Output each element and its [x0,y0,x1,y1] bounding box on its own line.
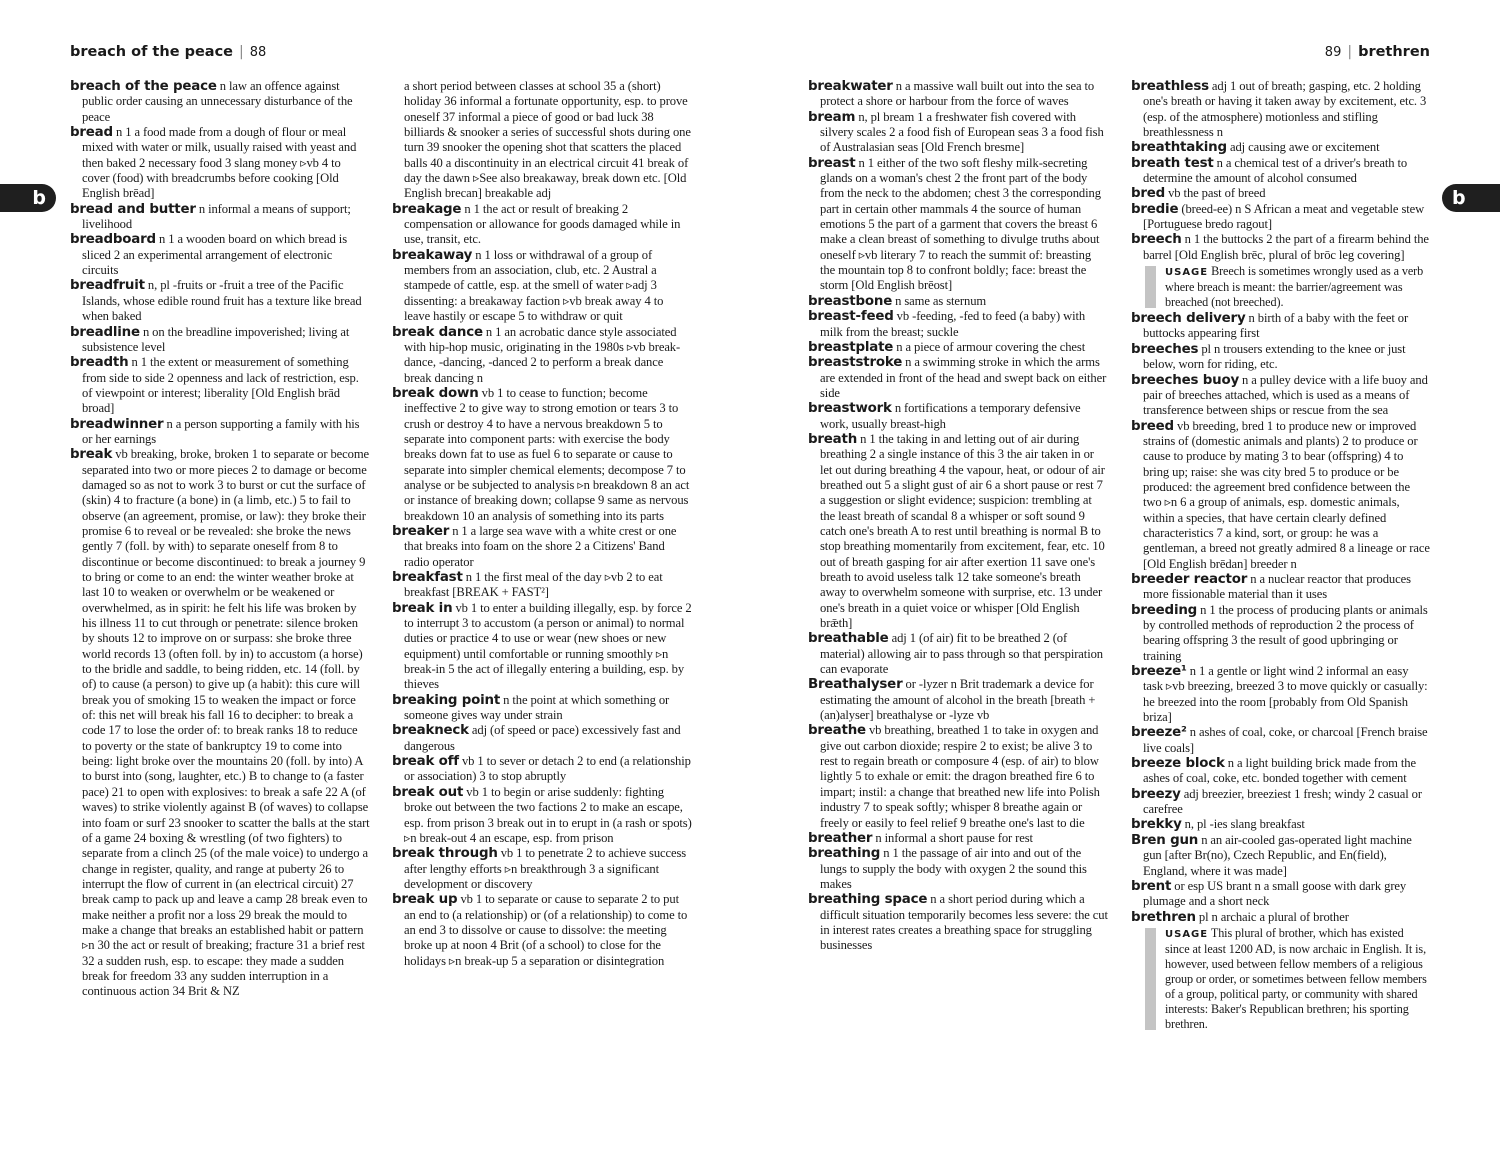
dictionary-entry [70,355,370,416]
entry-headword: breaker [392,523,450,539]
usage-text: This plural of brother, which has existed since at least 1200 AD, is now archaic in English. It is, however, used between fellow members of a religious group or order, or sometimes between fellow members of a group, political party, or community with shared interests: Baker's Republican brethren; his sporting brethren. [1165,925,1427,1031]
usage-note [1143,926,1431,1032]
dictionary-entry [70,278,370,324]
dictionary-entry [1131,342,1431,373]
entry-definition: n a massive wall built out into the sea to protect a shore or harbour from the force of waves [820,79,1095,109]
dictionary-entry [1131,79,1431,140]
entry-headword: breakwater [808,79,893,94]
entry-definition: adj (of speed or pace) excessively fast and dangerous [404,723,681,753]
dictionary-column [392,79,692,969]
dictionary-entry [808,79,1108,110]
entry-headword: break out [392,784,464,800]
entry-headword: breadth [70,355,129,371]
dictionary-entry [808,631,1108,677]
entry-headword: Breathalyser [808,677,903,693]
dictionary-entry [808,846,1108,892]
entry-headword: breezy [1131,786,1181,802]
entry-definition: or -lyzer n Brit trademark a device for estimating the amount of alcohol in the breath [breath + (an)alyser] breathalyse or -lyze vb [820,677,1096,723]
entry-definition: n the point at which something or someone gives way under strain [404,692,670,723]
entry-headword: breast-feed [808,309,894,325]
entry-definition: vb 1 to enter a building illegally, esp. by force 2 to interrupt 3 to accustom (a person or animal) to normal duties or practice 4 to use or wear (new shoes or new equipment) until comfortable or running smoothly ▹n break-in 5 the act of illegally entering a building, esp. by thieves [404,600,692,692]
entry-headword: breakfast [392,570,463,585]
dictionary-entry [1131,373,1431,419]
entry-headword: bredie [1131,201,1179,217]
entry-definition: n 1 a large sea wave with a white crest or one that breaks into foam on the shore 2 a Citizens' Band radio operator [404,523,677,569]
entry-headword: brekky [1131,817,1182,833]
page-number: 89 [1324,45,1342,60]
entry-definition: n 1 the taking in and letting out of air during breathing 2 a single instance of this 3 the air taken in or let out during breathing 4 the vapour, heat, or odour of air breathed out 5 a slight gust of air 6 a short pause or rest 7 a suggestion or slight evidence; suspicion: trembling at the least breath of scandal 8 a whisper or soft sound 9 catch one's breath A to rest until breathing is normal B to stop breathing momentarily from excitement, fear, etc. 10 out of breath gasping for air after exertion 11 save one's breath to avoid useless talk 12 take someone's breath away to overwhelm someone with surprise, etc. 13 under one's breath in a quiet voice or whisper [Old English brǣth] [820,431,1105,631]
dictionary-entry [1131,572,1431,603]
entry-headword: break down [392,385,479,401]
dictionary-entry [392,570,692,601]
dictionary-entry [808,401,1108,432]
entry-headword: bred [1131,186,1166,202]
entry-headword: break up [392,892,458,908]
entry-headword: breed [1131,418,1174,434]
entry-headword: break in [392,600,453,616]
dictionary-entry [70,232,370,278]
entry-definition: n 1 the first meal of the day ▹vb 2 to eat breakfast [BREAK + FAST²] [404,570,663,600]
entry-definition: vb breaking, broke, broken 1 to separate or become separated into two or more pieces 2 to damage or become damaged so as not to work 3 to burst or cut the surface of (skin) 4 to fracture (a bone) in (a limb, etc.) 5 to fail to observe (an agreement, promise, or law): they broke their promise 6 to reveal or be revealed: she broke the news gently 7 (foll. by with) to separate oneself from 8 to discontinue or become discontinued: to break a journey 9 to bring or come to an end: the winter weather broke at last 10 to weaken or overwhelm or be weakened or overwhelmed, as in spirit: he felt his life was broken by his illness 11 to cut through or penetrate: silence broken by shouts 12 to improve on or surpass: she broke three world records 13 (often foll. by in) to accustom (a horse) to the bridle and saddle, to being ridden, etc. 14 (foll. by of) to cause (a person) to give up (a habit): this cure will break you of smoking 15 to weaken the impact or force of: this net will break his fall 16 to decipher: to break a code 17 to lose the order of: to break ranks 18 to reduce to poverty or the state of bankruptcy 19 to come into being: light broke over the mountains 20 (foll. by into) A to burst into (song, laughter, etc.) B to change to (a faster pace) 21 to open with explosives: to break a safe 22 A (of waves) to strike violently against B (of waves) to collapse into foam or surf 23 snooker to scatter the balls at the start of a game 24 boxing & wrestling (of two fighters) to separate from a clinch 25 (of the male voice) to undergo a change in register, quality, and range at puberty 26 to interrupt the flow of current in (an electrical circuit) 27 break camp to pack up and leave a camp 28 break even to make neither a profit nor a loss 29 break the mould to make a change that breaks an established habit or pattern ▹n 30 the act or result of breaking; fracture 31 a brief rest 32 a sudden rush, esp. to escape: they made a sudden break for freedom 33 any sudden interruption in a continuous action 34 Brit & NZ [82,447,370,999]
entry-headword: breech [1131,232,1182,248]
running-head-left [70,44,266,60]
entry-definition: n a swimming stroke in which the arms are extended in front of the head and swept back on either side [820,355,1107,400]
entry-definition: n a light building brick made from the ashes of coal, coke, etc. bonded together with cement [1143,756,1416,786]
entry-headword: breathe [808,723,866,739]
dictionary-entry [1131,664,1431,725]
entry-headword: breath [808,431,858,447]
thumb-index-tab: b [1442,184,1500,212]
entry-definition: a short period between classes at school 35 a (short) holiday 36 informal a fortunate opportunity, esp. to prove oneself 37 informal a piece of good or bad luck 38 billiards & snooker a series of successful shots during one turn 39 snooker the opening shot that scatters the placed balls 40 a discontinuity in an electrical circuit 41 break of day the dawn ▹See also breakaway, break down etc. [Old English brecan] breakable adj [404,79,691,201]
entry-headword: breathing [808,846,881,862]
entry-definition: vb breeding, bred 1 to produce new or improved strains of (domestic animals and plants) 2 to produce or cause to produce by mating 3 to bear (offspring) 4 to bring up; raise: she was city bred 5 to produce or be produced: the agreement bred confidence between the two ▹n 6 a group of animals, esp. domestic animals, within a species, that have certain clearly defined characteristics 7 a kind, sort, or group: he was a gentleman, a breed not greatly admired 8 a lineage or race [Old English brēdan] breeder n [1143,418,1430,571]
entry-headword: break off [392,754,459,770]
dictionary-entry [808,340,1108,355]
dictionary-entry [70,125,370,202]
dictionary-column [1131,79,1431,1033]
entry-headword: breathing space [808,892,928,908]
dictionary-entry [808,294,1108,309]
entry-definition: vb 1 to begin or arise suddenly: fighting broke out between the two factions 2 to make an escape, esp. from prison 3 break out in to erupt in (a rash or spots) ▹n break-out 4 an escape, esp. from prison [404,784,692,845]
entry-definition: vb -feeding, -fed to feed (a baby) with milk from the breast; suckle [820,309,1086,339]
dictionary-entry [70,417,370,448]
running-head-right [1325,44,1430,60]
dictionary-entry [392,723,692,754]
entry-definition: or esp US brant n a small goose with dark grey plumage and a short neck [1143,878,1407,909]
entry-definition: n a piece of armour covering the chest [893,339,1086,354]
entry-definition: n 1 the extent or measurement of something from side to side 2 openness and lack of restriction, esp. of viewpoint or interest; liberality [Old English brād broad] [82,355,359,416]
dictionary-entry [808,677,1108,723]
entry-headword: brethren [1131,909,1196,925]
entry-definition: n 1 either of the two soft fleshy milk-secreting glands on a woman's chest 2 the front part of the body from the neck to the abdomen; chest 3 the corresponding part in certain other mammals 4 the source of human emotions 5 the part of a garment that covers the breast 6 make a clean breast of something to divulge truths about oneself ▹vb literary 7 to reach the summit of: breasting the mountain top 8 to confront boldly; face: breast the storm [Old English brēost] [820,155,1101,293]
dictionary-entry [1131,232,1431,263]
entry-headword: breaking point [392,692,501,708]
right-page [750,0,1500,1151]
dictionary-entry [1131,879,1431,910]
entry-definition: adj 1 out of breath; gasping, etc. 2 holding one's breath or having it taken away by excitement, etc. 3 (esp. of the atmosphere) motionless and stifling breathlessness n [1143,79,1427,140]
page-number: 88 [249,45,267,60]
entry-headword: bream [808,109,856,125]
entry-headword: break dance [392,324,483,340]
entry-headword: breastbone [808,293,893,309]
entry-definition: n, pl -ies slang breakfast [1181,817,1305,832]
entry-definition: pl n archaic a plural of brother [1195,909,1349,924]
entry-definition: n informal a means of support; livelihood [82,201,351,232]
entry-headword: breadfruit [70,278,145,294]
entry-definition: vb the past of breed [1165,186,1266,201]
dictionary-entry [1131,186,1431,201]
dictionary-entry [1131,787,1431,818]
entry-headword: breeches [1131,341,1199,357]
dictionary-entry [1131,202,1431,233]
entry-headword: breathable [808,631,889,647]
dictionary-entry [70,79,370,125]
entry-definition: vb 1 to sever or detach 2 to end (a relationship or association) 3 to stop abruptly [404,754,691,784]
dictionary-entry [808,723,1108,830]
entry-definition: adj causing awe or excitement [1226,140,1380,155]
entry-definition: adj breezier, breeziest 1 fresh; windy 2 casual or carefree [1143,786,1422,817]
usage-text: Breech is sometimes wrongly used as a verb where breach is meant: the barrier/agreement was breached (not breeched). [1165,264,1424,310]
running-head-word: breach of the peace [70,44,233,60]
dictionary-entry [808,892,1108,953]
dictionary-entry [1131,833,1431,879]
entry-definition: n a short period during which a difficult situation temporarily becomes less severe: the cut in interest rates creates a breathing space for struggling businesses [820,892,1108,953]
entry-headword: Bren gun [1131,832,1199,848]
entry-headword: breathless [1131,79,1209,94]
dictionary-entry [1131,756,1431,787]
entry-definition: n same as sternum [892,293,987,308]
entry-definition: n law an offence against public order causing an unnecessary disturbance of the peace [82,79,353,124]
entry-definition: n 1 an acrobatic dance style associated with hip-hop music, originating in the 1980s ▹vb break-dance, -dancing, -danced 2 to perform a break dance break dancing n [404,324,681,385]
dictionary-column [808,79,1108,954]
dictionary-entry [392,846,692,892]
dictionary-entry [70,447,370,999]
dictionary-entry [1131,910,1431,925]
entry-definition: n 1 the buttocks 2 the part of a firearm behind the barrel [Old English brēc, plural of brōc leg covering] [1143,232,1429,262]
entry-definition: n 1 a food made from a dough of flour or meal mixed with water or milk, usually raised with yeast and then baked 2 necessary food 3 slang money ▹vb 4 to cover (food) with breadcrumbs before cooking [Old English brēad] [82,125,357,201]
entry-definition: n ashes of coal, coke, or charcoal [French braise live coals] [1143,725,1428,755]
dictionary-entry [1131,603,1431,664]
running-head-separator: | [239,44,244,60]
entry-headword: breathtaking [1131,140,1227,156]
dictionary-entry [392,202,692,248]
entry-headword: breeding [1131,602,1198,618]
entry-headword: breakaway [392,247,473,263]
entry-headword: breeches buoy [1131,372,1239,388]
entry-definition: n a person supporting a family with his or her earnings [82,416,360,446]
entry-headword: breast [808,155,856,171]
dictionary-entry [1131,419,1431,572]
entry-definition: vb breathing, breathed 1 to take in oxygen and give out carbon dioxide; respire 2 to exist; be alive 3 to rest to regain breath or composure 4 (esp. of air) to blow lightly 5 to exhale or emit: the dragon breathed fire 6 to impart; instil: a change that breathed new life into Polish industry 7 to speak softly; whisper 8 breathe again or freely or easily to feel relief 9 breathe one's last to die [820,723,1100,830]
entry-headword: break through [392,846,498,862]
entry-headword: breeze block [1131,756,1225,772]
entry-headword: breeze¹ [1131,664,1187,680]
usage-label: USAGE [1165,267,1209,279]
entry-headword: breach of the peace [70,79,217,94]
dictionary-entry [392,693,692,724]
entry-definition: n 1 a gentle or light wind 2 informal an easy task ▹vb breezing, breezed 3 to move quickly or casually: he breezed into the room [probably from Old Spanish briza] [1143,664,1428,725]
entry-headword: brent [1131,878,1172,894]
dictionary-entry [1131,817,1431,832]
entry-definition: n, pl -fruits or -fruit a tree of the Pacific Islands, whose edible round fruit has a texture like bread when baked [82,278,362,324]
entry-definition: n 1 a wooden board on which bread is sliced 2 an experimental arrangement of electronic circuits [82,232,348,278]
entry-definition: n, pl bream 1 a freshwater fish covered with silvery scales 2 a food fish of European seas 3 a food fish of Australasian seas [Old French bresme] [820,109,1104,155]
entry-definition: n informal a short pause for rest [872,830,1033,845]
entry-definition: adj 1 (of air) fit to be breathed 2 (of material) allowing air to pass through so that perspiration can evaporate [820,631,1103,677]
entry-headword: break [70,447,113,463]
dictionary-entry [808,831,1108,846]
dictionary-entry [392,601,692,693]
entry-definition: n birth of a baby with the feet or buttocks appearing first [1143,311,1409,341]
dictionary-entry [70,202,370,233]
dictionary-entry [1131,311,1431,342]
entry-definition: n fortifications a temporary defensive work, usually breast-high [820,401,1081,431]
entry-headword: breeze² [1131,725,1187,741]
entry-headword: breadboard [70,232,156,248]
entry-headword: breakneck [392,723,469,739]
entry-headword: bread and butter [70,201,196,217]
entry-definition: (breed-ee) n S African a meat and vegetable stew [Portuguese bredo ragout] [1143,201,1425,232]
dictionary-entry [1131,156,1431,187]
entry-headword: breastplate [808,339,894,355]
entry-definition: n 1 the act or result of breaking 2 compensation or allowance for goods damaged while in use, transit, etc. [404,201,681,247]
dictionary-entry [1131,140,1431,155]
entry-headword: breath test [1131,155,1214,171]
dictionary-column [70,79,370,1000]
entry-headword: breaststroke [808,355,903,371]
entry-definition: vb 1 to cease to function; become ineffective 2 to give way to strong emotion or tears 3 to crush or destroy 4 to have a nervous breakdown 5 to separate into component parts: with exercise the body breaks down fat to use as fuel 6 to separate or cause to separate into simpler chemical elements; decompose 7 to analyse or be subjected to analysis ▹n breakdown 8 an act or instance of breaking down; collapse 9 same as nervous breakdown 10 an analysis of something into its parts [404,385,690,523]
thumb-index-tab: b [0,184,56,212]
entry-definition: vb 1 to separate or cause to separate 2 to put an end to (a relationship) or (of a relationship) to come to an end 3 to dissolve or cause to dissolve: the meeting broke up at noon 4 Brit (of a school) to close for the holidays ▹n break-up 5 a separation or disintegration [404,892,688,968]
dictionary-entry [70,325,370,356]
entry-definition: pl n trousers extending to the knee or just below, worn for riding, etc. [1143,341,1406,372]
usage-label: USAGE [1165,928,1209,940]
dictionary-entry [808,309,1108,340]
dictionary-entry [1131,725,1431,756]
entry-headword: bread [70,125,113,141]
entry-headword: breeder reactor [1131,571,1248,587]
dictionary-entry [808,432,1108,631]
dictionary-entry [808,156,1108,294]
entry-definition: n a pulley device with a life buoy and pair of breeches attached, which is used as a means of transference between ships or rescue from the sea [1143,372,1428,418]
running-head-separator: | [1347,44,1353,60]
dictionary-entry [808,110,1108,156]
entry-headword: breakage [392,201,462,217]
entry-definition: n on the breadline impoverished; living at subsistence level [82,324,350,354]
usage-note [1143,264,1431,310]
entry-definition: vb 1 to penetrate 2 to achieve success after lengthy efforts ▹n breakthrough 3 a significant development or discovery [404,846,687,891]
entry-definition: n 1 the passage of air into and out of the lungs to supply the body with oxygen 2 the sound this makes [820,846,1087,891]
entry-headword: breech delivery [1131,311,1246,327]
dictionary-entry [392,325,692,386]
entry-definition: n a nuclear reactor that produces more fissionable material than it uses [1143,571,1411,602]
dictionary-entry [392,892,692,969]
running-head-word: brethren [1358,44,1430,60]
entry-headword: breadline [70,324,140,340]
entry-headword: breastwork [808,401,892,417]
entry-definition: n 1 loss or withdrawal of a group of members from an association, club, etc. 2 Austral a stampede of cattle, esp. at the smell of water ▹adj 3 dissenting: a breakaway faction ▹vb break away 4 to leave hastily or escape 5 to withdraw or quit [404,247,664,324]
entry-headword: breadwinner [70,416,164,432]
dictionary-entry [392,386,692,524]
entry-definition: n a chemical test of a driver's breath to determine the amount of alcohol consumed [1143,155,1408,186]
entry-definition: n 1 the process of producing plants or animals by controlled methods of reproduction 2 the process of bearing offspring 3 the result of good upbringing or training [1143,602,1428,663]
entry-definition: n an air-cooled gas-operated light machine gun [after Br(no), Czech Republic, and En(field), England, where it was made] [1143,832,1412,878]
entry-headword: breather [808,830,873,846]
dictionary-entry [808,355,1108,401]
dictionary-entry [392,248,692,325]
dictionary-entry [392,785,692,846]
dictionary-entry [392,754,692,785]
dictionary-entry [392,524,692,570]
dictionary-entry [392,79,692,202]
